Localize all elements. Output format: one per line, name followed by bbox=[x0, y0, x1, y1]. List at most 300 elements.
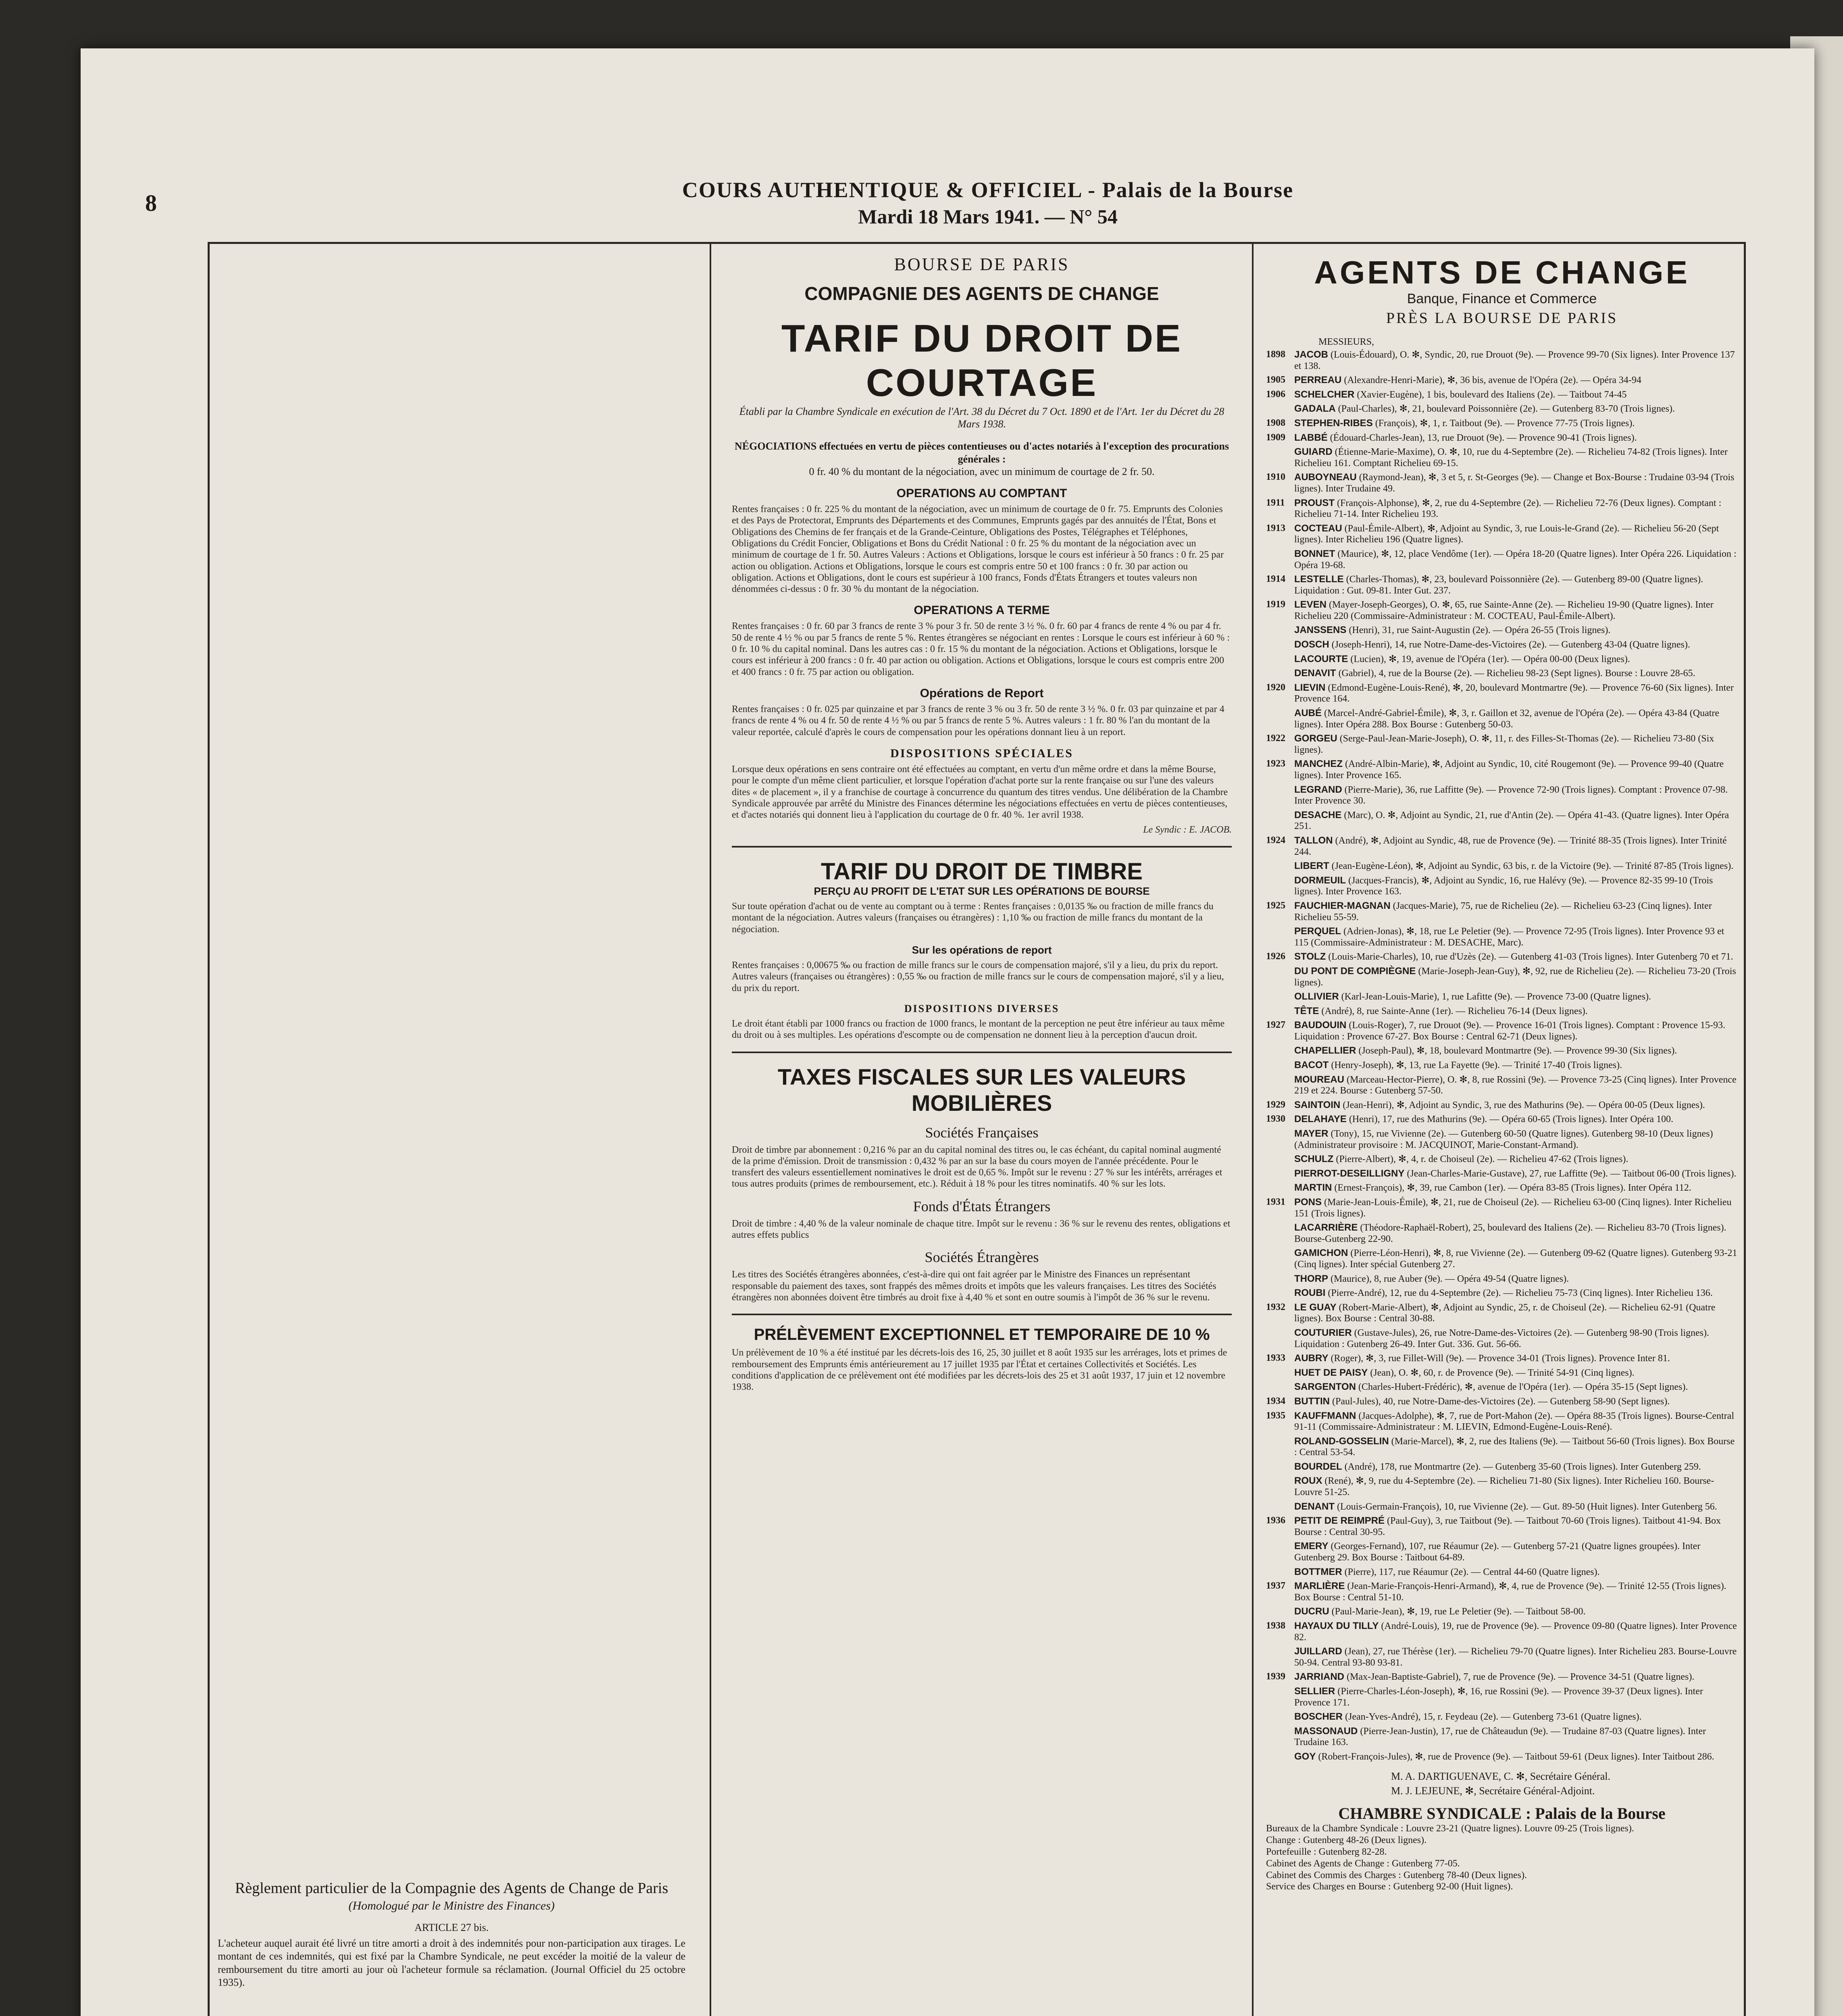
ops-terme-body: Rentes françaises : 0 fr. 60 par 3 francs de rente 3 % pour 3 fr. 50 de rente 3 ½ %. 0 fr. 60 par 4 francs de rente 4 % ou par 4 fr. 50 de rente 4 ½ % ou par 5 francs de rente 5 %. Rentes étrangères se négociant en rentes : Lorsque le cours est inférieur à 60 % : 0 fr. 10 % du capital nominal. Dans les autres cas : 0 fr. 15 % du montant de la négociation. Actions et Obligations, lorsque le cours est inférieur à 200 francs : 0 fr. 40 par action ou obligation. Actions et Obligations, lorsque le cours est compris entre 200 et 400 francs : 0 fr. 75 par action ou obligation. bbox=[732, 621, 1230, 677]
agent-entry bbox=[1266, 574, 1738, 596]
agent-details bbox=[1294, 1410, 1738, 1433]
agent-details bbox=[1294, 1646, 1738, 1668]
agent-address: (Jean-Henri), ✻, Adjoint au Syndic, 3, rue des Mathurins (9e). — Opéra 00-05 (Deux lignes). bbox=[1343, 1100, 1705, 1110]
agent-year: 1939 bbox=[1266, 1671, 1285, 1682]
agent-year: 1911 bbox=[1266, 497, 1285, 508]
agent-entry bbox=[1266, 1367, 1738, 1379]
agent-entry bbox=[1266, 1461, 1738, 1473]
agent-details bbox=[1294, 966, 1738, 988]
agent-address: (François-Alphonse), ✻, 2, rue du 4-Septembre (2e). — Richelieu 72-76 (Deux lignes). Comptant : Richelieu 71-14. Inter Richelieu 193. bbox=[1294, 498, 1722, 520]
agent-address: (Étienne-Marie-Maxime), O. ✻, 10, rue du 4-Septembre (2e). — Richelieu 74-82 (Trois lignes). Inter Richelieu 161. Comptant Richelieu 69-15. bbox=[1294, 447, 1728, 469]
agents-title: AGENTS DE CHANGE bbox=[1314, 254, 1690, 290]
agent-year: 1925 bbox=[1266, 900, 1285, 911]
agent-year: 1919 bbox=[1266, 599, 1285, 610]
agent-entry bbox=[1266, 1475, 1738, 1498]
dispositions-speciales-body: Lorsque deux opérations en sens contraire ont été effectuées au comptant, en vertu d'un même ordre et dans la même Bourse, pour le compte d'un même client particulier, et lorsque l'opération d'achat porte sur la rente française ou sur l'une des valeurs dites « de placement », il y a franchise de courtage à concurrence du quantum des titres vendus. Une délibération de la Chambre Syndicale approuvée par arrêté du Ministre des Finances détermine les négociations effectuées en vertu de pièces contentieuses, et d'actes notariés qui donnent lieu à l'application du courtage de 0 fr. 40 %. 1er avril 1938. bbox=[732, 764, 1228, 821]
agent-name: CHAPELLIER bbox=[1294, 1045, 1356, 1056]
chambre-line: Cabinet des Agents de Change : Gutenberg 77-05. bbox=[1266, 1858, 1460, 1869]
agent-details bbox=[1294, 991, 1738, 1003]
agent-address: (Ernest-François), ✻, 39, rue Cambon (1er). — Opéra 83-85 (Trois lignes). Inter Opéra 112. bbox=[1334, 1183, 1691, 1193]
agent-address: (Roger), ✻, 3, rue Fillet-Will (9e). — Provence 34-01 (Trois lignes). Provence Inter 81. bbox=[1331, 1353, 1670, 1364]
agent-name: KAUFFMANN bbox=[1294, 1410, 1356, 1421]
agent-details bbox=[1294, 498, 1738, 520]
agent-year: 1922 bbox=[1266, 733, 1285, 744]
agent-year bbox=[1266, 810, 1294, 832]
agent-year bbox=[1266, 1154, 1294, 1165]
agent-entry bbox=[1266, 432, 1738, 444]
agent-year bbox=[1266, 1273, 1294, 1285]
agent-details bbox=[1294, 1020, 1738, 1042]
agent-name: PIERROT-DESEILLIGNY bbox=[1294, 1168, 1405, 1179]
agent-year bbox=[1266, 446, 1294, 469]
agent-name: LIEVIN bbox=[1294, 682, 1326, 693]
societes-francaises-heading: Sociétés Françaises bbox=[925, 1124, 1039, 1141]
agent-name: AUBÉ bbox=[1294, 708, 1322, 719]
agent-details bbox=[1294, 784, 1738, 807]
timbre-dispositions-body: Le droit étant établi par 1000 francs ou fraction de 1000 francs, le montant de la perception ne peut être inférieur au taux même du droit ou à ses multiples. Les opérations d'escompte ou de compensation ne donnent lieu à la perception d'aucun droit. bbox=[732, 1018, 1225, 1041]
agent-name: COCTEAU bbox=[1294, 523, 1342, 534]
agent-name: SELLIER bbox=[1294, 1685, 1335, 1697]
agent-details bbox=[1294, 432, 1738, 444]
agent-details bbox=[1294, 446, 1738, 469]
agent-details bbox=[1294, 1006, 1738, 1017]
agent-details bbox=[1294, 523, 1738, 546]
agent-address: (Louis-Édouard), O. ✻, Syndic, 20, rue Drouot (9e). — Provence 99-70 (Six lignes). Inter Provence 137 et 138. bbox=[1294, 350, 1735, 371]
agent-year: 1927 bbox=[1266, 1020, 1285, 1031]
agent-address: (Marcel-André-Gabriel-Émile), ✻, 3, r. Gaillon et 32, avenue de l'Opéra (2e). — Opéra 43-84 (Quatre lignes). Inter Opéra 288. Box Bourse : Gutenberg 50-03. bbox=[1294, 708, 1720, 730]
masthead-date: Mardi 18 Mars 1941. — N° 54 bbox=[858, 205, 1118, 228]
agent-address: (Henri), 17, rue des Mathurins (9e). — Opéra 60-65 (Trois lignes). Inter Opéra 100. bbox=[1349, 1114, 1674, 1125]
agent-name: MARTIN bbox=[1294, 1182, 1332, 1193]
agent-year bbox=[1266, 1045, 1294, 1057]
agent-entry bbox=[1266, 418, 1738, 429]
agent-name: DENAVIT bbox=[1294, 668, 1336, 679]
agent-entry bbox=[1266, 446, 1738, 469]
agent-entry bbox=[1266, 1501, 1738, 1513]
agent-entry bbox=[1266, 1396, 1738, 1408]
agent-details bbox=[1294, 1128, 1738, 1151]
agent-name: PROUST bbox=[1294, 497, 1335, 508]
agent-year bbox=[1266, 1711, 1294, 1723]
agent-name: TÊTE bbox=[1294, 1005, 1319, 1016]
agent-year bbox=[1266, 1248, 1294, 1270]
agent-details bbox=[1294, 926, 1738, 948]
agent-name: GORGEU bbox=[1294, 733, 1337, 744]
agent-entry bbox=[1266, 708, 1738, 730]
agent-name: MAYER bbox=[1294, 1128, 1329, 1139]
agent-entry bbox=[1266, 654, 1738, 665]
section-rule bbox=[732, 1314, 1232, 1315]
agent-entry bbox=[1266, 966, 1738, 988]
agent-name: GAMICHON bbox=[1294, 1248, 1348, 1259]
agent-year: 1898 bbox=[1266, 349, 1285, 360]
agent-entry bbox=[1266, 1606, 1738, 1618]
agent-name: JUILLARD bbox=[1294, 1646, 1342, 1657]
agent-details bbox=[1294, 1273, 1738, 1285]
agent-entry bbox=[1266, 1060, 1738, 1071]
agent-entry bbox=[1266, 1273, 1738, 1285]
agent-address: (Louis-Roger), 7, rue Drouot (9e). — Provence 16-01 (Trois lignes). Comptant : Provence 15-93. Liquidation : Provence 67-27. Box Bourse : Central 62-71 (Deux lignes). bbox=[1294, 1020, 1725, 1042]
agent-address: (Serge-Paul-Jean-Marie-Joseph), O. ✻, 11, r. des Filles-St-Thomas (2e). — Richelieu 73-80 (Six lignes). bbox=[1294, 733, 1714, 755]
negociations-heading: NÉGOCIATIONS effectuées en vertu de pièces contentieuses ou d'actes notariés à l'exception des procurations générales : bbox=[735, 440, 1229, 465]
agents-location: PRÈS LA BOURSE DE PARIS bbox=[1386, 310, 1618, 327]
agent-entry bbox=[1266, 860, 1738, 872]
agent-entry bbox=[1266, 1045, 1738, 1057]
agent-address: (Marie-Marcel), ✻, 2, rue des Italiens (9e). — Taitbout 56-60 (Trois lignes). Box Bourse : Central 53-54. bbox=[1294, 1436, 1735, 1458]
agent-entry bbox=[1266, 1302, 1738, 1325]
agent-address: (Marc), O. ✻, Adjoint au Syndic, 21, rue d'Antin (2e). — Opéra 41-43. (Quatre lignes). Inter Opéra 251. bbox=[1294, 810, 1729, 832]
agent-address: (Paul-Marie-Jean), ✻, 19, rue Le Peletier (9e). — Taitbout 58-00. bbox=[1331, 1606, 1586, 1617]
agent-year bbox=[1266, 1074, 1294, 1097]
agent-name: ROUBI bbox=[1294, 1287, 1326, 1299]
agent-year: 1929 bbox=[1266, 1099, 1285, 1110]
negociations-rate: 0 fr. 40 % du montant de la négociation, avec un minimum de courtage de 2 fr. 50. bbox=[809, 465, 1155, 477]
secretaries bbox=[1391, 1769, 1738, 1799]
agent-details bbox=[1294, 375, 1738, 386]
middle-column bbox=[732, 254, 1232, 1393]
agent-entry bbox=[1266, 1222, 1738, 1245]
agent-address: (Édouard-Charles-Jean), 13, rue Drouot (9e). — Provence 90-41 (Trois lignes). bbox=[1330, 432, 1637, 443]
agent-year bbox=[1266, 1182, 1294, 1194]
agent-address: (Tony), 15, rue Vivienne (2e). — Gutenberg 60-50 (Quatre lignes). Gutenberg 98-10 (Deux lignes) (Administrateur provisoire : M. JACQUINOT, Marie-Constant-Armand). bbox=[1294, 1129, 1713, 1150]
agent-address: (Henri), 31, rue Saint-Augustin (2e). — Opéra 26-55 (Trois lignes). bbox=[1349, 625, 1611, 636]
timbre-title: TARIF DU DROIT DE TIMBRE bbox=[821, 858, 1143, 885]
agent-name: PONS bbox=[1294, 1197, 1322, 1208]
agent-details bbox=[1294, 1620, 1738, 1643]
timbre-subtitle: PERÇU AU PROFIT DE L'ETAT SUR LES OPÉRATIONS DE BOURSE bbox=[814, 885, 1150, 897]
agent-address: (Alexandre-Henri-Marie), ✻, 36 bis, avenue de l'Opéra (2e). — Opéra 34-94 bbox=[1344, 375, 1641, 386]
agent-year bbox=[1266, 784, 1294, 807]
agent-year bbox=[1266, 1168, 1294, 1180]
agent-details bbox=[1294, 668, 1738, 679]
agent-address: (Pierre-Jean-Justin), 17, rue de Châteaudun (9e). — Trudaine 87-03 (Quatre lignes). Inter Trudaine 163. bbox=[1294, 1726, 1706, 1748]
agent-year: 1930 bbox=[1266, 1114, 1285, 1125]
reglement-title: Règlement particulier de la Compagnie des Agents de Change de Paris bbox=[235, 1880, 668, 1897]
agent-entry bbox=[1266, 1711, 1738, 1723]
ops-comptant-body: Rentes françaises : 0 fr. 225 % du montant de la négociation, avec un minimum de courtage de 0 fr. 75. Emprunts des Colonies et des Pays de Protectorat, Emprunts des Départements et des Communes, Emprunts gagés par des annuités de l'État, Bons et Obligations des Chemins de fer français et de la Grande-Ceinture, Obligations des Postes, Télégraphes et Téléphones, Obligations du Crédit Foncier, Obligations et Bons du Crédit National : 0 fr. 25 % du montant de la négociation avec un minimum de courtage de 1 fr. 50. Autres Valeurs : Actions et Obligations, lorsque le cours est inférieur à 50 francs : 0 fr. 25 par action ou obligation. Actions et Obligations, lorsque le cours est compris entre 50 et 100 francs : 0 fr. 30 par action ou obligation. Actions et Obligations, dont le cours est supérieur à 100 francs, Fonds d'États Étrangers et toutes valeurs non dénommées ci-dessus : 0 fr. 30 % du montant de la négociation. bbox=[732, 504, 1224, 595]
agent-entry bbox=[1266, 1168, 1738, 1180]
agent-details bbox=[1294, 1606, 1738, 1618]
agent-details bbox=[1294, 1222, 1738, 1245]
agent-name: MARLIÈRE bbox=[1294, 1581, 1345, 1592]
masthead bbox=[645, 177, 1331, 228]
agent-details bbox=[1294, 1045, 1738, 1057]
masthead-title: COURS AUTHENTIQUE & OFFICIEL - Palais de la Bourse bbox=[682, 178, 1294, 202]
agent-entry bbox=[1266, 668, 1738, 679]
agent-year bbox=[1266, 1751, 1294, 1763]
agent-address: (Marie-Joseph-Jean-Guy), ✻, 92, rue de Richelieu (2e). — Richelieu 73-20 (Trois lignes). bbox=[1294, 966, 1736, 988]
agent-year bbox=[1266, 1287, 1294, 1299]
agent-details bbox=[1294, 708, 1738, 730]
agent-address: (Charles-Thomas), ✻, 23, boulevard Poissonnière (2e). — Gutenberg 89-00 (Quatre lignes). Liquidation : Gut. 09-81. Inter Gut. 237. bbox=[1294, 574, 1703, 596]
agent-details bbox=[1294, 1060, 1738, 1071]
ops-terme-heading: OPERATIONS A TERME bbox=[914, 604, 1050, 617]
agent-entry bbox=[1266, 1410, 1738, 1433]
agent-name: DORMEUIL bbox=[1294, 875, 1346, 886]
agent-details bbox=[1294, 1367, 1738, 1379]
agent-name: JACOB bbox=[1294, 349, 1329, 360]
agent-name: PERQUEL bbox=[1294, 926, 1341, 937]
agent-year bbox=[1266, 708, 1294, 730]
agent-details bbox=[1294, 1100, 1738, 1111]
agent-details bbox=[1294, 1154, 1738, 1165]
column-divider-right bbox=[1252, 242, 1254, 2016]
agent-address: (Maurice), ✻, 12, place Vendôme (1er). — Opéra 18-20 (Quatre lignes). Inter Opéra 226. Liquidation : Opéra 19-68. bbox=[1294, 548, 1737, 571]
societes-etrangeres-body: Les titres des Sociétés étrangères abonnées, c'est-à-dire qui ont fait agréer par le Ministre des Finances un représentant responsable du paiement des taxes, sont frappés des mêmes droits et impôts que les valeurs françaises. Les titres des Sociétés étrangères non abonnées doivent être timbrés au droit fixe à 4,40 % et sont en outre soumis à l'impôt de 36 % sur le revenu. bbox=[732, 1269, 1216, 1303]
agent-entry bbox=[1266, 733, 1738, 756]
agent-name: DESACHE bbox=[1294, 809, 1342, 821]
agent-entry bbox=[1266, 403, 1738, 415]
agent-name: LE GUAY bbox=[1294, 1302, 1337, 1313]
agent-details bbox=[1294, 1461, 1738, 1473]
agent-year: 1905 bbox=[1266, 375, 1285, 385]
agent-details bbox=[1294, 625, 1738, 636]
agent-address: (Charles-Hubert-Frédéric), ✻, avenue de l'Opéra (1er). — Opéra 35-15 (Sept lignes). bbox=[1358, 1382, 1688, 1393]
agent-entry bbox=[1266, 1154, 1738, 1165]
agent-details bbox=[1294, 1671, 1738, 1683]
chambre-syndicale-lines bbox=[1266, 1823, 1738, 1893]
agent-name: STOLZ bbox=[1294, 951, 1326, 962]
agent-name: MASSONAUD bbox=[1294, 1725, 1358, 1737]
agent-address: (Jean-Eugène-Léon), ✻, Adjoint au Syndic, 63 bis, r. de la Victoire (9e). — Trinité 87-85 (Trois lignes). bbox=[1331, 861, 1734, 872]
agent-entry bbox=[1266, 1726, 1738, 1748]
agent-year bbox=[1266, 875, 1294, 898]
agent-address: (Raymond-Jean), ✻, 3 et 5, r. St-Georges (9e). — Change et Box-Bourse : Trudaine 03-94 (Trois lignes). Inter Trudaine 49. bbox=[1294, 472, 1735, 494]
agent-address: (Gabriel), 4, rue de la Bourse (2e). — Richelieu 98-23 (Sept lignes). Bourse : Louvre 28-65. bbox=[1338, 668, 1695, 679]
agent-address: (Edmond-Eugène-Louis-René), ✻, 20, boulevard Montmartre (9e). — Provence 76-60 (Six lignes). Inter Provence 164. bbox=[1294, 682, 1734, 704]
agent-name: LACOURTE bbox=[1294, 653, 1348, 664]
agent-details bbox=[1294, 1327, 1738, 1350]
agent-entry bbox=[1266, 1287, 1738, 1299]
agent-address: (Pierre), 117, rue Réaumur (2e). — Central 44-60 (Quatre lignes). bbox=[1344, 1566, 1600, 1577]
agent-year: 1934 bbox=[1266, 1395, 1285, 1406]
agent-year bbox=[1266, 625, 1294, 636]
agent-address: (Joseph-Henri), 14, rue Notre-Dame-des-Victoires (2e). — Gutenberg 43-04 (Quatre lignes). bbox=[1331, 639, 1690, 650]
timbre-report-heading: Sur les opérations de report bbox=[912, 943, 1052, 956]
reglement-body: L'acheteur auquel aurait été livré un titre amorti a droit à des indemnités pour non-participation aux tirages. Le montant de ces indemnités, qui est fixé par la Chambre Syndicale, ne peut excéder la moitié de la valeur de remboursement du titre amorti au jour où l'acheteur formule sa réclamation. (Journal Officiel du 25 octobre 1935). bbox=[218, 1937, 685, 1988]
agent-address: (Joseph-Paul), ✻, 18, boulevard Montmartre (9e). — Provence 99-30 (Six lignes). bbox=[1358, 1045, 1677, 1056]
agent-name: BOURDEL bbox=[1294, 1461, 1342, 1472]
agent-details bbox=[1294, 1168, 1738, 1180]
agent-entry bbox=[1266, 810, 1738, 832]
agent-address: (Jean-Yves-André), 15, r. Feydeau (2e). — Gutenberg 73-61 (Quatre lignes). bbox=[1345, 1712, 1642, 1722]
left-column bbox=[218, 254, 685, 2016]
agent-entry bbox=[1266, 1197, 1738, 1219]
agent-address: (Xavier-Eugène), 1 bis, boulevard des Italiens (2e). — Taitbout 74-45 bbox=[1357, 389, 1627, 400]
agent-details bbox=[1294, 418, 1738, 429]
agent-entry bbox=[1266, 1182, 1738, 1194]
agent-details bbox=[1294, 472, 1738, 494]
syndic-signature: Le Syndic : E. JACOB. bbox=[1143, 824, 1232, 835]
agent-name: ROUX bbox=[1294, 1475, 1322, 1487]
agent-name: SARGENTON bbox=[1294, 1381, 1356, 1393]
agent-address: (François), ✻, 1, r. Taitbout (9e). — Provence 77-75 (Trois lignes). bbox=[1375, 418, 1635, 429]
agent-name: PERREAU bbox=[1294, 375, 1342, 386]
agent-entry bbox=[1266, 926, 1738, 948]
agent-address: (René), ✻, 9, rue du 4-Septembre (2e). — Richelieu 71-80 (Six lignes). Inter Richelieu 160. Bourse-Louvre 51-25. bbox=[1294, 1476, 1714, 1498]
agent-year bbox=[1266, 926, 1294, 948]
chambre-line: Portefeuille : Gutenberg 82-28. bbox=[1266, 1846, 1387, 1857]
agent-name: MOUREAU bbox=[1294, 1074, 1344, 1085]
bourse-heading: BOURSE DE PARIS bbox=[894, 254, 1070, 274]
agent-name: LACARRIÈRE bbox=[1294, 1222, 1358, 1233]
agent-entry bbox=[1266, 991, 1738, 1003]
agent-entry bbox=[1266, 951, 1738, 963]
agent-entry bbox=[1266, 472, 1738, 494]
secretary-general-adjoint: M. J. LEJEUNE, ✻, Secrétaire Général-Adjoint. bbox=[1391, 1785, 1595, 1797]
agent-address: (Théodore-Raphaël-Robert), 25, boulevard des Italiens (2e). — Richelieu 83-70 (Trois lignes). Bourse-Gutenberg 22-90. bbox=[1294, 1223, 1726, 1244]
agent-name: FAUCHIER-MAGNAN bbox=[1294, 900, 1391, 911]
fonds-etrangers-heading: Fonds d'États Étrangers bbox=[913, 1198, 1051, 1214]
reglement-notice bbox=[218, 1879, 685, 1989]
agent-year: 1933 bbox=[1266, 1353, 1285, 1364]
agent-address: (Pierre-André), 12, rue du 4-Septembre (2e). — Richelieu 75-73 (Cinq lignes). Inter Richelieu 136. bbox=[1328, 1288, 1713, 1299]
agent-entry bbox=[1266, 784, 1738, 807]
agent-entry bbox=[1266, 1751, 1738, 1763]
agent-entry bbox=[1266, 682, 1738, 705]
agent-entry bbox=[1266, 1581, 1738, 1603]
agent-details bbox=[1294, 810, 1738, 832]
agent-year bbox=[1266, 548, 1294, 571]
agent-address: (Henry-Joseph), ✻, 13, rue La Fayette (9e). — Trinité 17-40 (Trois lignes). bbox=[1331, 1060, 1622, 1071]
agent-details bbox=[1294, 1751, 1738, 1763]
agent-year bbox=[1266, 1541, 1294, 1563]
agent-name: GOY bbox=[1294, 1751, 1316, 1762]
agent-address: (Pierre-Léon-Henri), ✻, 8, rue Vivienne (2e). — Gutenberg 09-62 (Quatre lignes). Gutenberg 93-21 (Cinq lignes). Inter spécial Gutenberg 27. bbox=[1294, 1248, 1737, 1270]
agent-address: (Maurice), 8, rue Auber (9e). — Opéra 49-54 (Quatre lignes). bbox=[1331, 1273, 1569, 1284]
agent-name: SAINTOIN bbox=[1294, 1099, 1341, 1110]
agent-details bbox=[1294, 1711, 1738, 1723]
chambre-line: Cabinet des Commis des Charges : Gutenberg 78-40 (Deux lignes). bbox=[1266, 1870, 1527, 1881]
agent-year bbox=[1266, 639, 1294, 651]
agent-year: 1913 bbox=[1266, 523, 1285, 533]
agent-entry bbox=[1266, 523, 1738, 546]
agent-entry bbox=[1266, 599, 1738, 622]
agent-name: BAUDOUIN bbox=[1294, 1020, 1347, 1031]
dispositions-speciales-heading: DISPOSITIONS SPÉCIALES bbox=[890, 746, 1073, 760]
agent-name: TALLON bbox=[1294, 835, 1333, 846]
agent-year bbox=[1266, 1606, 1294, 1618]
right-column bbox=[1266, 254, 1738, 1893]
agent-address: (Paul-Émile-Albert), ✻, Adjoint au Syndic, 3, rue Louis-le-Grand (2e). — Richelieu 56-20 (Sept lignes). Inter Richelieu 196 (Quatre lignes). bbox=[1294, 523, 1719, 545]
column-divider-left bbox=[710, 242, 711, 2016]
agent-entry bbox=[1266, 1248, 1738, 1270]
reglement-subtitle: (Homologué par le Ministre des Finances) bbox=[348, 1899, 555, 1912]
agent-name: HAYAUX DU TILLY bbox=[1294, 1620, 1379, 1631]
agent-details bbox=[1294, 403, 1738, 415]
agent-year bbox=[1266, 1566, 1294, 1578]
agent-year: 1924 bbox=[1266, 835, 1285, 846]
agent-name: DELAHAYE bbox=[1294, 1114, 1347, 1125]
agent-entry bbox=[1266, 639, 1738, 651]
agent-address: (Jean), O. ✻, 60, r. de Provence (9e). — Trinité 54-91 (Cinq lignes). bbox=[1370, 1367, 1635, 1378]
agent-entry bbox=[1266, 1566, 1738, 1578]
chambre-line: Bureaux de la Chambre Syndicale : Louvre 23-21 (Quatre lignes). Louvre 09-25 (Trois lignes). bbox=[1266, 1823, 1634, 1834]
agent-entry bbox=[1266, 1515, 1738, 1538]
agent-address: (Pierre-Albert), ✻, 4, r. de Choiseul (2e). — Richelieu 47-62 (Trois lignes). bbox=[1336, 1154, 1629, 1165]
agent-year bbox=[1266, 1327, 1294, 1350]
agent-details bbox=[1294, 835, 1738, 858]
agent-entry bbox=[1266, 1353, 1738, 1364]
agent-entry bbox=[1266, 498, 1738, 520]
agent-address: (Paul-Guy), 3, rue Taitbout (9e). — Taitbout 70-60 (Trois lignes). Taitbout 41-94. Box Bourse : Central 30-95. bbox=[1294, 1516, 1721, 1537]
agent-entry bbox=[1266, 548, 1738, 571]
agent-year: 1937 bbox=[1266, 1581, 1285, 1591]
agent-name: BUTTIN bbox=[1294, 1395, 1330, 1407]
timbre-dispositions-heading: DISPOSITIONS DIVERSES bbox=[904, 1002, 1060, 1014]
agent-name: HUET DE PAISY bbox=[1294, 1367, 1368, 1378]
agent-year bbox=[1266, 860, 1294, 872]
agent-name: COUTURIER bbox=[1294, 1327, 1352, 1338]
agent-entry bbox=[1266, 625, 1738, 636]
agent-year bbox=[1266, 991, 1294, 1003]
agent-entry bbox=[1266, 1541, 1738, 1563]
agent-name: GADALA bbox=[1294, 403, 1336, 414]
agent-name: THORP bbox=[1294, 1273, 1328, 1284]
agent-year: 1908 bbox=[1266, 417, 1285, 428]
agent-entry bbox=[1266, 1436, 1738, 1458]
agent-name: BONNET bbox=[1294, 548, 1335, 559]
chambre-line: Service des Charges en Bourse : Gutenberg 92-00 (Huit lignes). bbox=[1266, 1881, 1513, 1892]
tarif-courtage-title: TARIF DU DROIT DE COURTAGE bbox=[781, 317, 1183, 404]
agent-entry bbox=[1266, 1381, 1738, 1393]
agent-entry bbox=[1266, 1620, 1738, 1643]
messieurs-label: MESSIEURS, bbox=[1318, 337, 1374, 347]
section-rule bbox=[732, 846, 1232, 848]
agent-address: (Georges-Fernand), 107, rue Réaumur (2e). — Gutenberg 57-21 (Quatre lignes groupées). Inter Gutenberg 29. Box Bourse : Taitbout 64-89. bbox=[1294, 1541, 1701, 1563]
agent-name: LIBERT bbox=[1294, 860, 1329, 872]
company-heading: COMPAGNIE DES AGENTS DE CHANGE bbox=[804, 283, 1159, 304]
agent-address: (Karl-Jean-Louis-Marie), 1, rue Lafitte (9e). — Provence 73-00 (Quatre lignes). bbox=[1341, 991, 1651, 1002]
agent-entry bbox=[1266, 835, 1738, 858]
agent-year: 1932 bbox=[1266, 1302, 1285, 1312]
page-number: 8 bbox=[145, 190, 157, 216]
agents-list bbox=[1266, 349, 1738, 1763]
agent-details bbox=[1294, 1475, 1738, 1498]
agent-name: OLLIVIER bbox=[1294, 991, 1339, 1002]
agent-year: 1910 bbox=[1266, 472, 1285, 483]
agent-details bbox=[1294, 1436, 1738, 1458]
agent-year bbox=[1266, 1367, 1294, 1379]
agent-details bbox=[1294, 574, 1738, 596]
timbre-report-body: Rentes françaises : 0,00675 ‰ ou fraction de mille francs sur le cours de compensation majoré, s'il y a lieu, du prix du report. Autres valeurs (françaises ou étrangères) : 0,55 ‰ ou fraction de mille francs sur le cours de compensation majoré, s'il y a lieu, du prix du report. bbox=[732, 960, 1224, 993]
agent-details bbox=[1294, 1302, 1738, 1325]
secretary-general: M. A. DARTIGUENAVE, C. ✻, Secrétaire Général. bbox=[1391, 1770, 1610, 1782]
ops-report-heading: Opérations de Report bbox=[920, 687, 1044, 700]
agent-entry bbox=[1266, 1020, 1738, 1042]
agent-details bbox=[1294, 1541, 1738, 1563]
agent-entry bbox=[1266, 1114, 1738, 1125]
agent-address: (Pierre-Charles-Léon-Joseph), ✻, 16, rue Rossini (9e). — Provence 39-37 (Deux lignes). Inter Provence 171. bbox=[1294, 1686, 1703, 1708]
agent-year bbox=[1266, 1060, 1294, 1071]
agent-year: 1935 bbox=[1266, 1410, 1285, 1421]
agent-details bbox=[1294, 1501, 1738, 1513]
agent-address: (Marceau-Hector-Pierre), O. ✻, 8, rue Rossini (9e). — Provence 73-25 (Cinq lignes). Inter Provence 219 et 224. Bourse : Gutenberg 57-50. bbox=[1294, 1074, 1737, 1096]
agent-year: 1931 bbox=[1266, 1197, 1285, 1207]
agent-details bbox=[1294, 1566, 1738, 1578]
agent-year bbox=[1266, 1128, 1294, 1151]
prelevement-body: Un prélèvement de 10 % a été institué par les décrets-lois des 16, 25, 30 juillet et 8 août 1935 sur les arrérages, lots et primes de remboursement des Emprunts émis antérieurement au 17 juillet 1935 par l'État et certaines Collectivités et Sociétés. Les conditions d'application de ce prélèvement ont été modifiées par les décrets-lois des 25 et 31 août 1937, 17 juin et 12 novembre 1938. bbox=[732, 1347, 1227, 1393]
agent-address: (André), 8, rue Sainte-Anne (1er). — Richelieu 76-14 (Deux lignes). bbox=[1321, 1006, 1588, 1016]
agent-address: (Robert-Marie-Albert), ✻, Adjoint au Syndic, 25, r. de Choiseul (2e). — Richelieu 62-91 (Quatre lignes). Box Bourse : Central 30-88. bbox=[1294, 1302, 1716, 1324]
agent-year bbox=[1266, 1686, 1294, 1708]
agent-entry bbox=[1266, 389, 1738, 401]
agent-year: 1938 bbox=[1266, 1620, 1285, 1631]
agent-name: PETIT DE REIMPRÉ bbox=[1294, 1515, 1385, 1527]
agent-name: BACOT bbox=[1294, 1060, 1329, 1071]
societes-francaises-body: Droit de timbre par abonnement : 0,216 % par an du capital nominal des titres ou, le cas échéant, du capital nominal augmenté de la prime d'émission. Droit de transmission : 0,432 % par an sur la base du cours moyen de l'année précédente. Pour le transfert des valeurs essentiellement nominatives le droit est de 0,65 %. Impôt sur le revenu : 27 % sur les intérêts, arrérages et tous autres produits (primes de remboursement, etc.). Réduit à 18 % pour les titres nominatifs. 40 % sur les lots. bbox=[732, 1144, 1222, 1189]
prelevement-title: PRÉLÈVEMENT EXCEPTIONNEL ET TEMPORAIRE DE 10 % bbox=[754, 1326, 1210, 1344]
